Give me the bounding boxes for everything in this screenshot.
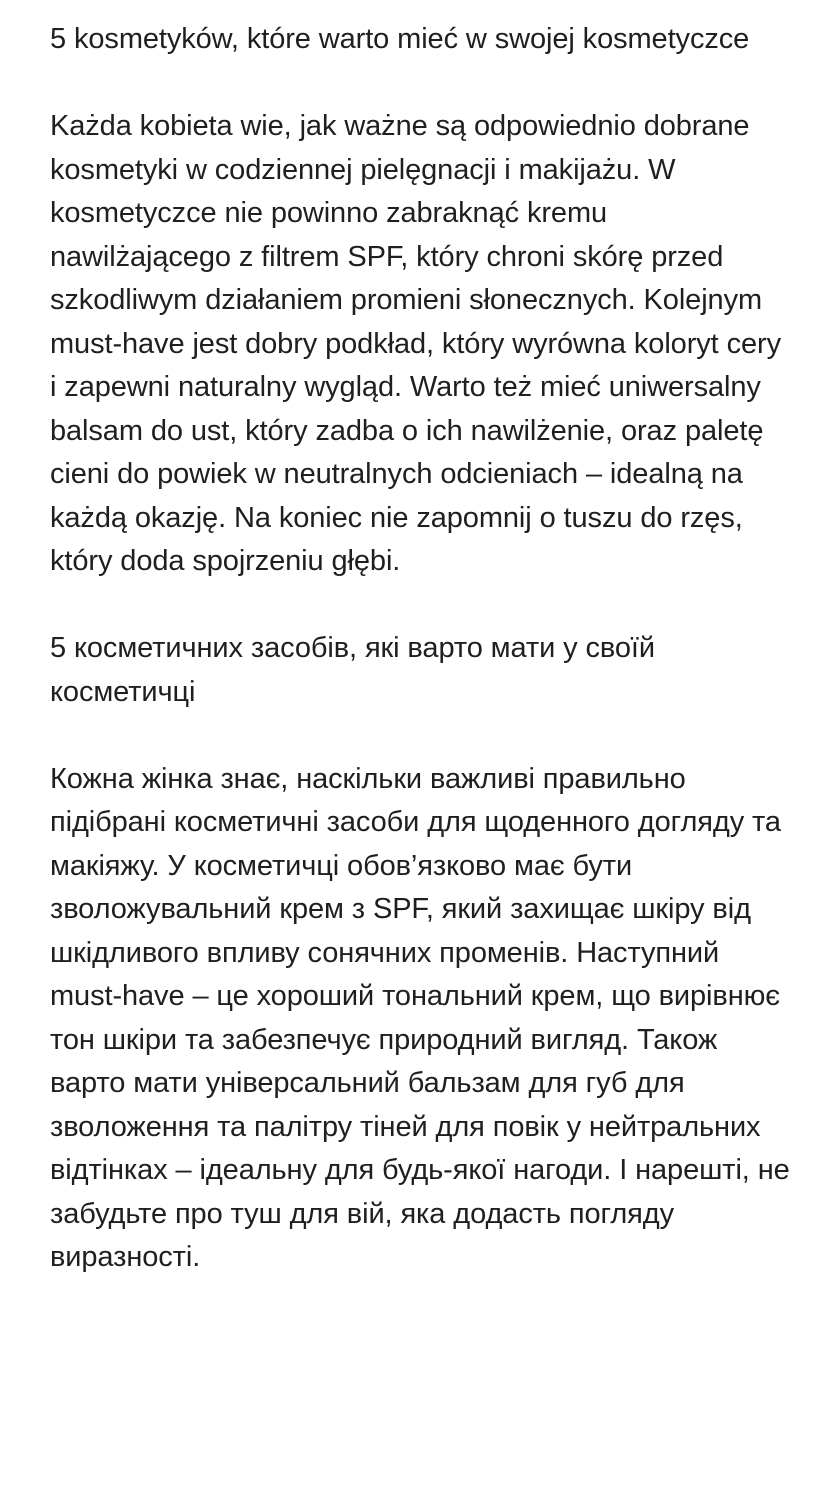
section-body-polish: Każda kobieta wie, jak ważne są odpowiednio dobrane kosmetyki w codziennej pielęgnacji i makijażu. W kosmetyczce nie powinno zabraknąć kremu nawilżającego z filtrem SPF, który chroni skórę przed szkodliwym działaniem promieni słonecznych. Kolejnym must-have jest dobry podkład, który wyrówna koloryt cery i zapewni naturalny wygląd. Warto też mieć uniwersalny balsam do ust, który zadba o ich nawilżenie, oraz paletę cieni do powiek w neutralnych odcieniach – idealną na każdą okazję. Na koniec nie zapomnij o tuszu do rzęs, który doda spojrzeniu głębi. <box>50 110 781 577</box>
section-body-ukrainian: Кожна жінка знає, наскільки важливі правильно підібрані косметичні засоби для щоденного догляду та макіяжу. У косметичці обов’язково має бути зволожувальний крем з SPF, який захищає шкіру від шкідливого впливу сонячних променів. Наступний must-have – це хороший тональний крем, що вирівнює тон шкіри та забезпечує природний вигляд. Також варто мати універсальний бальзам для губ для зволоження та палітру тіней для повік у нейтральних відтінках – ідеальну для будь-якої нагоди. І нарешті, не забудьте про туш для вій, яка додасть погляду виразності. <box>50 762 790 1273</box>
section-title-polish: 5 kosmetyków, które warto mieć w swojej kosmetyczce <box>50 23 750 55</box>
document-body <box>50 18 790 1280</box>
section-title-ukrainian: 5 косметичних засобів, які варто мати у своїй косметичці <box>50 632 655 708</box>
